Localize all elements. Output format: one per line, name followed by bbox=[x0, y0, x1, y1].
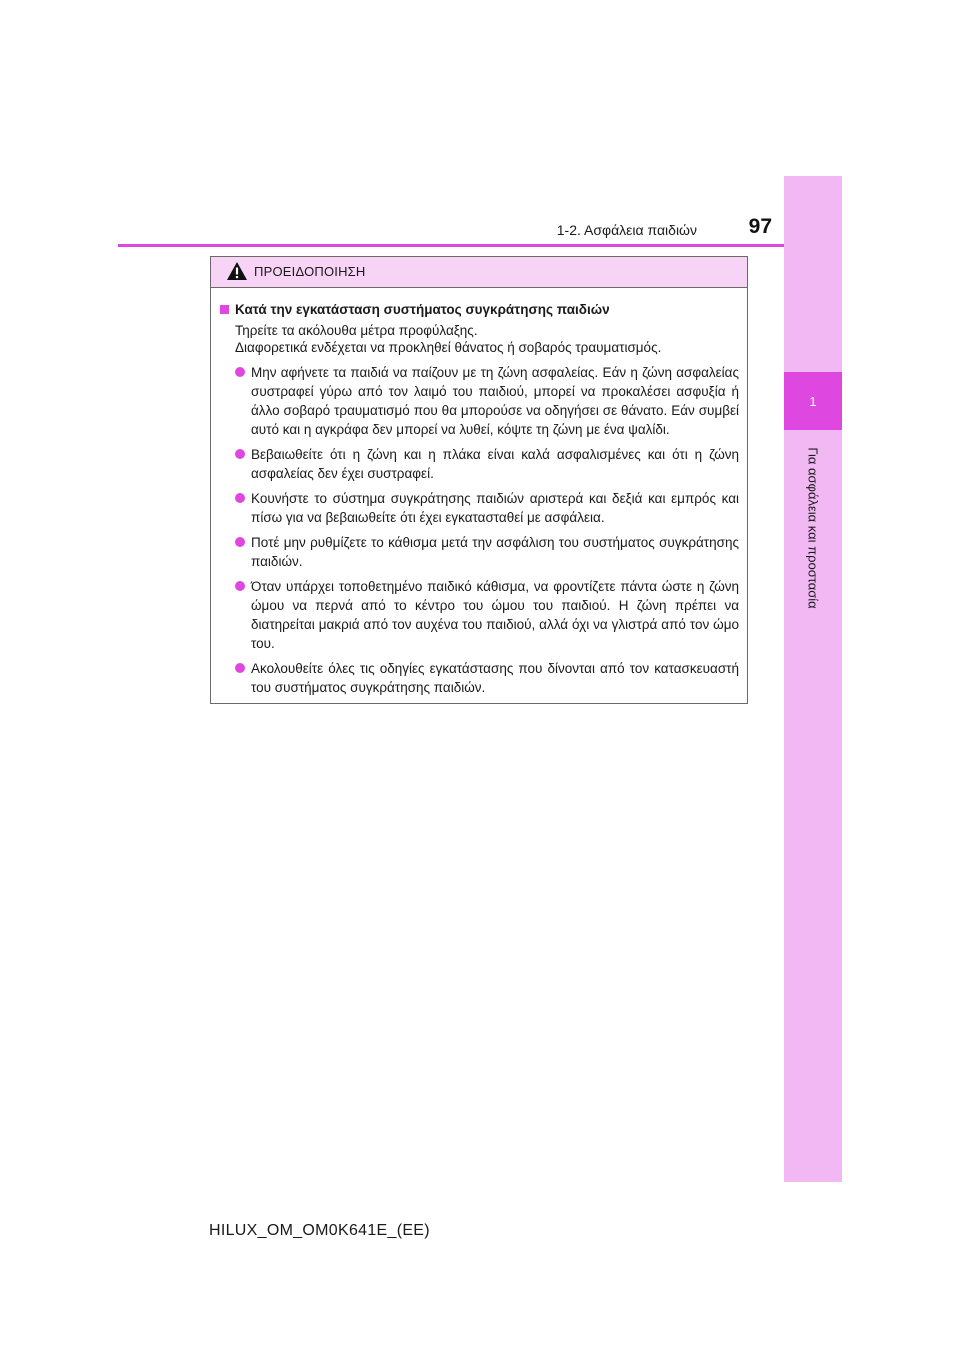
page-number: 97 bbox=[748, 215, 772, 238]
document-code: HILUX_OM_OM0K641E_(EE) bbox=[209, 1222, 430, 1239]
list-item bbox=[219, 577, 739, 653]
list-item-text: Όταν υπάρχει τοποθετημένο παιδικό κάθισμα, να φροντίζετε πάντα ώστε η ζώνη ώμου να περνά από το κέντρο του ώμου του παιδιού. Η ζώνη πρέπει να διατηρείται μακριά από τον αυχένα του παιδιού, αλλά όχι να γλιστρά από τον ώμο του. bbox=[251, 579, 739, 651]
warning-triangle-icon bbox=[226, 261, 248, 281]
square-bullet-icon bbox=[220, 305, 229, 314]
list-item-text: Ακολουθείτε όλες τις οδηγίες εγκατάστασης που δίνονται από τον κατασκευαστή του συστήματος συγκράτησης παιδιών. bbox=[251, 661, 739, 695]
warning-body bbox=[211, 288, 747, 697]
circle-bullet-icon bbox=[235, 449, 245, 459]
list-item-text: Μην αφήνετε τα παιδιά να παίζουν με τη ζώνη ασφαλείας. Εάν η ζώνη ασφαλείας συστραφεί γύρω από τον λαιμό του παιδιού, μπορεί να προκαλέσει ασφυξία ή άλλο σοβαρό τραυματισμό που θα μπορούσε να οδηγήσει σε θάνατο. Εάν συμβεί αυτό και η αγκράφα δεν μπορεί να λυθεί, κόψτε τη ζώνη με ένα ψαλίδι. bbox=[251, 365, 739, 437]
chapter-number-tab: 1 bbox=[784, 372, 842, 430]
circle-bullet-icon bbox=[235, 581, 245, 591]
warning-box bbox=[210, 256, 748, 704]
chapter-side-tab bbox=[784, 176, 842, 1182]
warning-subheading bbox=[219, 300, 739, 319]
warning-header bbox=[211, 257, 747, 288]
warning-intro bbox=[235, 322, 739, 356]
list-item bbox=[219, 533, 739, 571]
circle-bullet-icon bbox=[235, 663, 245, 673]
list-item bbox=[219, 489, 739, 527]
list-item bbox=[219, 659, 739, 697]
list-item-text: Βεβαιωθείτε ότι η ζώνη και η πλάκα είναι καλά ασφαλισμένες και ότι η ζώνη ασφαλείας δεν έχει συστραφεί. bbox=[251, 447, 739, 481]
circle-bullet-icon bbox=[235, 537, 245, 547]
list-item bbox=[219, 363, 739, 439]
page-header bbox=[0, 212, 784, 246]
intro-line: Τηρείτε τα ακόλουθα μέτρα προφύλαξης. bbox=[235, 323, 478, 338]
circle-bullet-icon bbox=[235, 367, 245, 377]
list-item bbox=[219, 445, 739, 483]
warning-title: ΠΡΟΕΙΔΟΠΟΙΗΣΗ bbox=[254, 264, 366, 279]
header-rule bbox=[118, 244, 784, 247]
warning-subheading-text: Κατά την εγκατάσταση συστήματος συγκράτησης παιδιών bbox=[235, 302, 610, 317]
section-title: 1-2. Ασφάλεια παιδιών bbox=[556, 222, 697, 238]
intro-line: Διαφορετικά ενδέχεται να προκληθεί θάνατος ή σοβαρός τραυματισμός. bbox=[235, 340, 662, 355]
list-item-text: Ποτέ μην ρυθμίζετε το κάθισμα μετά την ασφάλιση του συστήματος συγκράτησης παιδιών. bbox=[251, 535, 739, 569]
list-item-text: Κουνήστε το σύστημα συγκράτησης παιδιών αριστερά και δεξιά και εμπρός και πίσω για να βεβαιωθείτε ότι έχει εγκατασταθεί με ασφάλεια. bbox=[251, 491, 739, 525]
circle-bullet-icon bbox=[235, 493, 245, 503]
precaution-list bbox=[219, 363, 739, 697]
chapter-title: Για ασφάλεια και προστασία bbox=[805, 447, 821, 609]
